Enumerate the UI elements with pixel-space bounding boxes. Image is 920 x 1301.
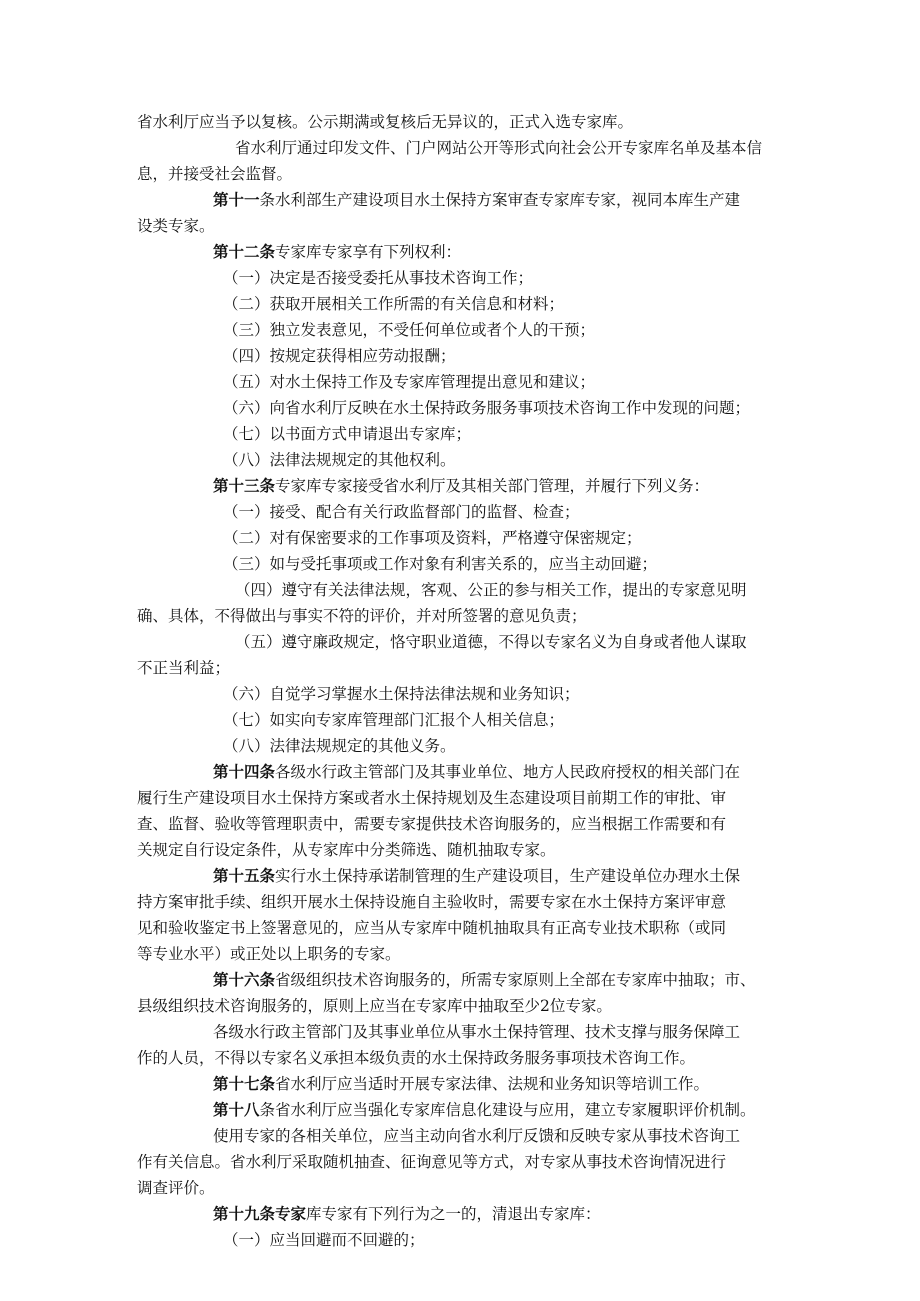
list-item: （三）如与受托事项或工作对象有利害关系的，应当主动回避； — [223, 555, 658, 573]
text-line: 履行生产建设项目水土保持方案或者水土保持规划及生态建设项目前期工作的审批、审 — [137, 789, 727, 807]
article-heading: 第十九条专家 — [213, 1205, 307, 1223]
text-line: 省水利厅通过印发文件、门户网站公开等形式向社会公开专家库名单及基本信 — [235, 139, 763, 157]
article-text: 专家库专家接受省水利厅及其相关部门管理，并履行下列义务： — [275, 477, 710, 495]
article-heading: 第十二条 — [213, 243, 276, 261]
list-item: （一）决定是否接受委托从事技术咨询工作； — [223, 269, 534, 287]
article-18 — [213, 1097, 787, 1123]
text-line: 持方案审批手续、组织开展水土保持设施自主验收时，需要专家在水土保持方案评审意 — [137, 893, 727, 911]
article-15 — [213, 863, 787, 889]
list-item: （六）向省水利厅反映在水土保持政务服务事项技术咨询工作中发现的问题； — [223, 399, 751, 417]
list-item: （七）如实向专家库管理部门汇报个人相关信息； — [223, 711, 565, 729]
list-item: （八）法律法规规定的其他义务。 — [223, 737, 456, 755]
list-item: （一）接受、配合有关行政监督部门的监督、检查； — [223, 503, 580, 521]
text-line: 不正当利益； — [137, 659, 231, 677]
article-text: 省级组织技术咨询服务的，所需专家原则上全部在专家库中抽取；市、 — [275, 971, 756, 989]
text-line: 省水利厅应当予以复核。公示期满或复核后无异议的，正式入选专家库。 — [137, 113, 634, 131]
article-heading: 第十七条 — [213, 1075, 276, 1093]
article-heading: 第十五条 — [213, 867, 276, 885]
article-text: 省水利厅应当适时开展专家法律、法规和业务知识等培训工作。 — [275, 1075, 710, 1093]
text-line: 见和验收鉴定书上签署意见的，应当从专家库中随机抽取具有正高专业技术职称（或同 — [137, 919, 727, 937]
article-heading: 第十八 — [213, 1101, 260, 1119]
article-text: 条水利部生产建设项目水土保持方案审查专家库专家，视同本库生产建 — [259, 191, 741, 209]
text-line: 关规定自行设定条件，从专家库中分类筛选、随机抽取专家。 — [137, 841, 556, 859]
article-heading: 第十三条 — [213, 477, 276, 495]
list-item: （二）对有保密要求的工作事项及资料，严格遵守保密规定； — [223, 529, 642, 547]
article-12 — [213, 239, 787, 265]
article-text: 库专家有下列行为之一的，清退出专家库： — [306, 1205, 601, 1223]
text-line: 等专业水平）或正处以上职务的专家。 — [137, 945, 401, 963]
article-text: 专家库专家享有下列权利： — [275, 243, 462, 261]
text-line: 使用专家的各相关单位，应当主动向省水利厅反馈和反映专家从事技术咨询工 — [213, 1127, 741, 1145]
list-item: （六）自觉学习掌握水土保持法律法规和业务知识； — [223, 685, 580, 703]
text-line: 设类专家。 — [137, 217, 215, 235]
article-heading: 第十一 — [213, 191, 260, 209]
article-16 — [213, 967, 787, 993]
list-item: （七）以书面方式申请退出专家库； — [223, 425, 472, 443]
article-text: 实行水土保持承诺制管理的生产建设项目，生产建设单位办理水土保 — [275, 867, 741, 885]
text-line: 息，并接受社会监督。 — [137, 165, 293, 183]
article-17 — [213, 1071, 787, 1097]
text-line: 县级组织技术咨询服务的，原则上应当在专家库中抽取至少2位专家。 — [137, 997, 612, 1015]
list-item: （八）法律法规规定的其他权利。 — [223, 451, 456, 469]
text-line: 各级水行政主管部门及其事业单位从事水土保持管理、技术支撑与服务保障工 — [213, 1023, 741, 1041]
text-line: 调查评价。 — [137, 1179, 215, 1197]
article-text: 条省水利厅应当强化专家库信息化建设与应用，建立专家履职评价机制。 — [259, 1101, 756, 1119]
list-item: （一）应当回避而不回避的； — [223, 1231, 425, 1249]
article-19 — [213, 1201, 787, 1227]
text-line: 查、监督、验收等管理职责中，需要专家提供技术咨询服务的，应当根据工作需要和有 — [137, 815, 727, 833]
article-14 — [213, 759, 787, 785]
list-item: （五）遵守廉政规定，恪守职业道德，不得以专家名义为自身或者他人谋取 — [235, 633, 747, 651]
text-line: 作的人员，不得以专家名义承担本级负责的水土保持政务服务事项技术咨询工作。 — [137, 1049, 696, 1067]
article-text: 各级水行政主管部门及其事业单位、地方人民政府授权的相关部门在 — [275, 763, 741, 781]
list-item: （四）按规定获得相应劳动报酬； — [223, 347, 456, 365]
list-item: （二）获取开展相关工作所需的有关信息和材料； — [223, 295, 565, 313]
article-heading: 第十六条 — [213, 971, 276, 989]
article-13 — [213, 473, 787, 499]
list-item: （五）对水土保持工作及专家库管理提出意见和建议； — [223, 373, 596, 391]
text-line: 确、具体，不得做出与事实不符的评价，并对所签署的意见负责； — [137, 607, 587, 625]
article-11 — [213, 187, 787, 213]
list-item: （三）独立发表意见，不受任何单位或者个人的干预； — [223, 321, 596, 339]
text-line: 作有关信息。省水利厅采取随机抽查、征询意见等方式，对专家从事技术咨询情况进行 — [137, 1153, 727, 1171]
list-item: （四）遵守有关法律法规，客观、公正的参与相关工作，提出的专家意见明 — [235, 581, 747, 599]
article-heading: 第十四条 — [213, 763, 276, 781]
